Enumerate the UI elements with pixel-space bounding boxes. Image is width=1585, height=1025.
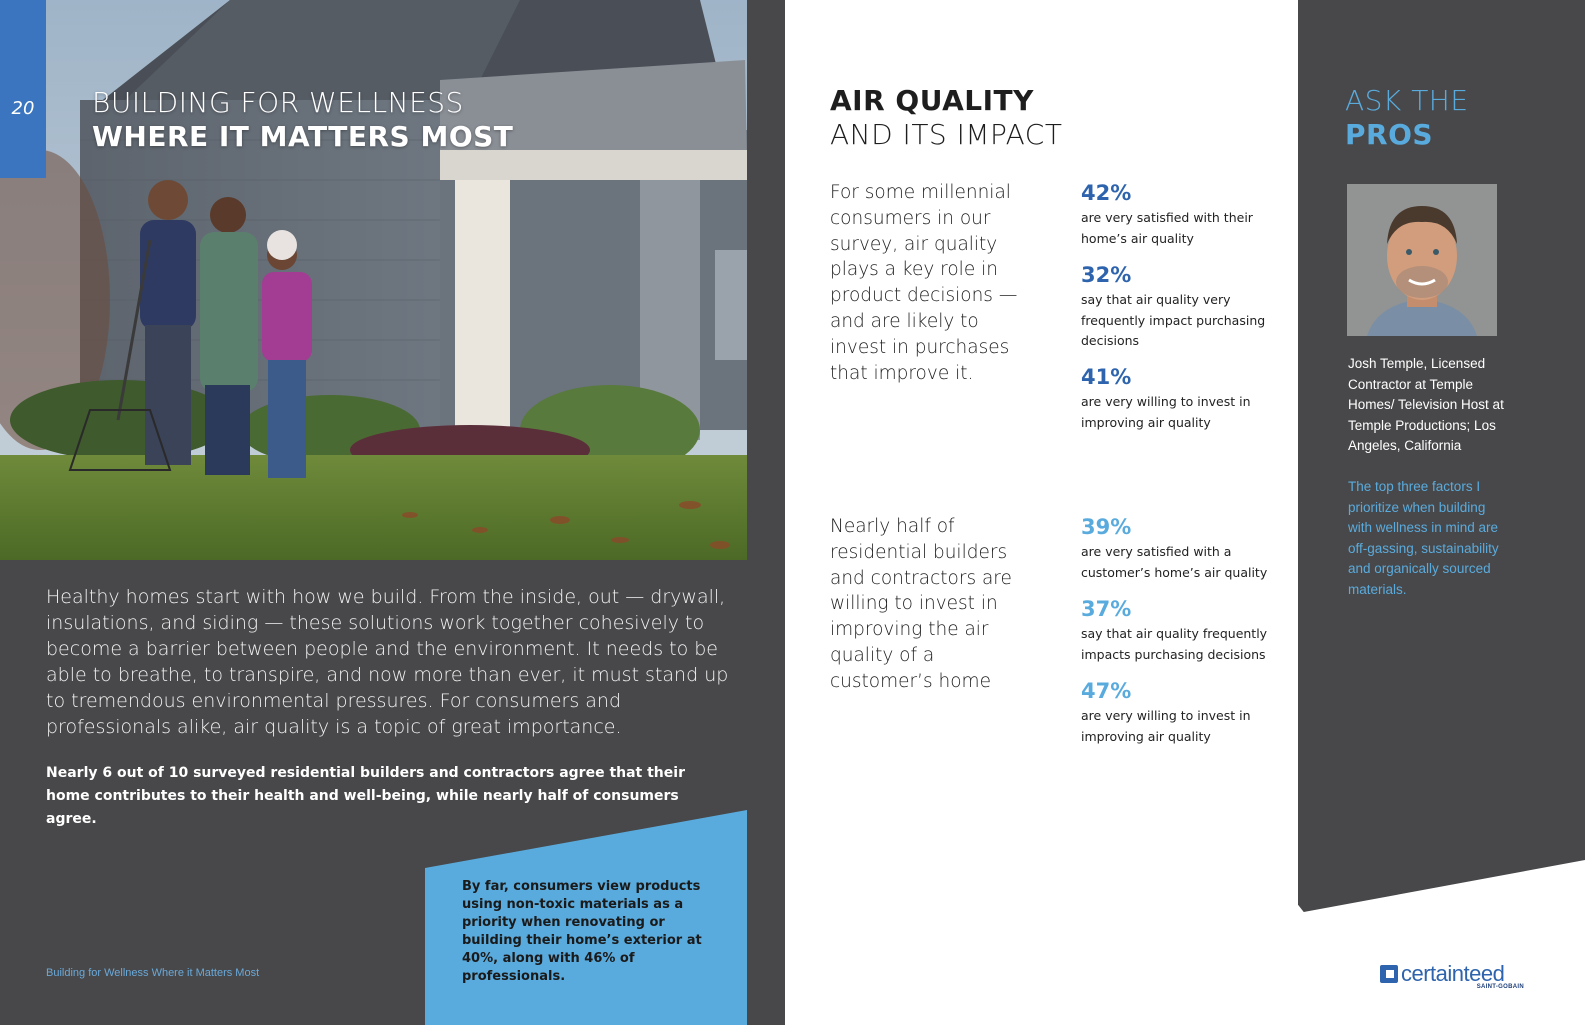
- builders-lead-text: Nearly half of residential builders and contractors are willing to invest in improving the air quality of a customer’s home: [830, 516, 1012, 692]
- hero-title: [92, 86, 513, 154]
- logo-mark-icon: [1380, 965, 1398, 983]
- stat-percentage: 41%: [1081, 365, 1132, 389]
- stat-percentage: 42%: [1081, 181, 1132, 205]
- section-title: [830, 84, 1062, 152]
- page-number-tab: [0, 0, 46, 178]
- builder-stat: [1081, 596, 1291, 665]
- certainteed-logo: [1380, 962, 1530, 994]
- builder-stat: [1081, 678, 1291, 747]
- page-number: 20: [11, 98, 35, 119]
- pros-title-line2: PROS: [1345, 118, 1434, 151]
- pros-title-line1: ASK THE: [1345, 84, 1469, 117]
- builder-stat: [1081, 514, 1291, 583]
- left-page: [0, 0, 785, 1025]
- section-title-line2: AND ITS IMPACT: [830, 118, 1063, 151]
- consumers-lead-text: For some millennial consumers in our survey, air quality plays a key role in product decisions — and are likely to invest in purchases that improve it.: [830, 182, 1018, 384]
- consumer-stat: [1081, 180, 1291, 249]
- stat-description: say that air quality very frequently impact purchasing decisions: [1081, 292, 1266, 348]
- family-house-photo: [0, 0, 747, 560]
- stat-description: are very satisfied with their home’s air quality: [1081, 210, 1253, 246]
- stat-percentage: 47%: [1081, 679, 1132, 703]
- highlight-statement: Nearly 6 out of 10 surveyed residential builders and contractors agree that their home contributes to their health and well-being, while nearly half of consumers agree.: [46, 765, 685, 827]
- logo-wordmark: certainteed: [1401, 961, 1505, 986]
- hero-title-line2: WHERE IT MATTERS MOST: [92, 120, 514, 153]
- logo-subtext: SAINT-GOBAIN: [1476, 984, 1524, 990]
- stat-percentage: 39%: [1081, 515, 1132, 539]
- stat-description: are very willing to invest in improving air quality: [1081, 394, 1251, 430]
- consumer-stat: [1081, 262, 1291, 352]
- section-title-line1: AIR QUALITY: [830, 84, 1034, 117]
- stat-description: are very satisfied with a customer’s home’s air quality: [1081, 544, 1268, 580]
- consumer-stat: [1081, 364, 1291, 433]
- stat-description: say that air quality frequently impacts purchasing decisions: [1081, 626, 1268, 662]
- stat-description: are very willing to invest in improving air quality: [1081, 708, 1251, 744]
- intro-paragraph: Healthy homes start with how we build. From the inside, out — drywall, insulations, and siding — these solutions work together cohesively to become a barrier between people and the environment. It needs to be able to breathe, to transpire, and now more than ever, it must stand up to tremendous environmental pressures. For consumers and professionals alike, air quality is a topic of great importance.: [46, 586, 729, 738]
- pro-bio: Josh Temple, Licensed Contractor at Temple Homes/ Television Host at Temple Productions; Los Angeles, California: [1348, 356, 1504, 453]
- stat-percentage: 32%: [1081, 263, 1132, 287]
- pro-quote: The top three factors I prioritize when building with wellness in mind are off-gassing, sustainability and organically sourced materials.: [1348, 479, 1499, 597]
- pro-portrait-photo: [1347, 184, 1497, 336]
- hero-title-line1: BUILDING FOR WELLNESS: [92, 86, 464, 119]
- callout-text: By far, consumers view products using non-toxic materials as a priority when renovating or building their home’s exterior at 40%, along with 46% of professionals.: [462, 879, 702, 984]
- pros-title: [1345, 84, 1469, 152]
- stat-percentage: 37%: [1081, 597, 1132, 621]
- footer-title: Building for Wellness Where it Matters Most: [46, 967, 260, 979]
